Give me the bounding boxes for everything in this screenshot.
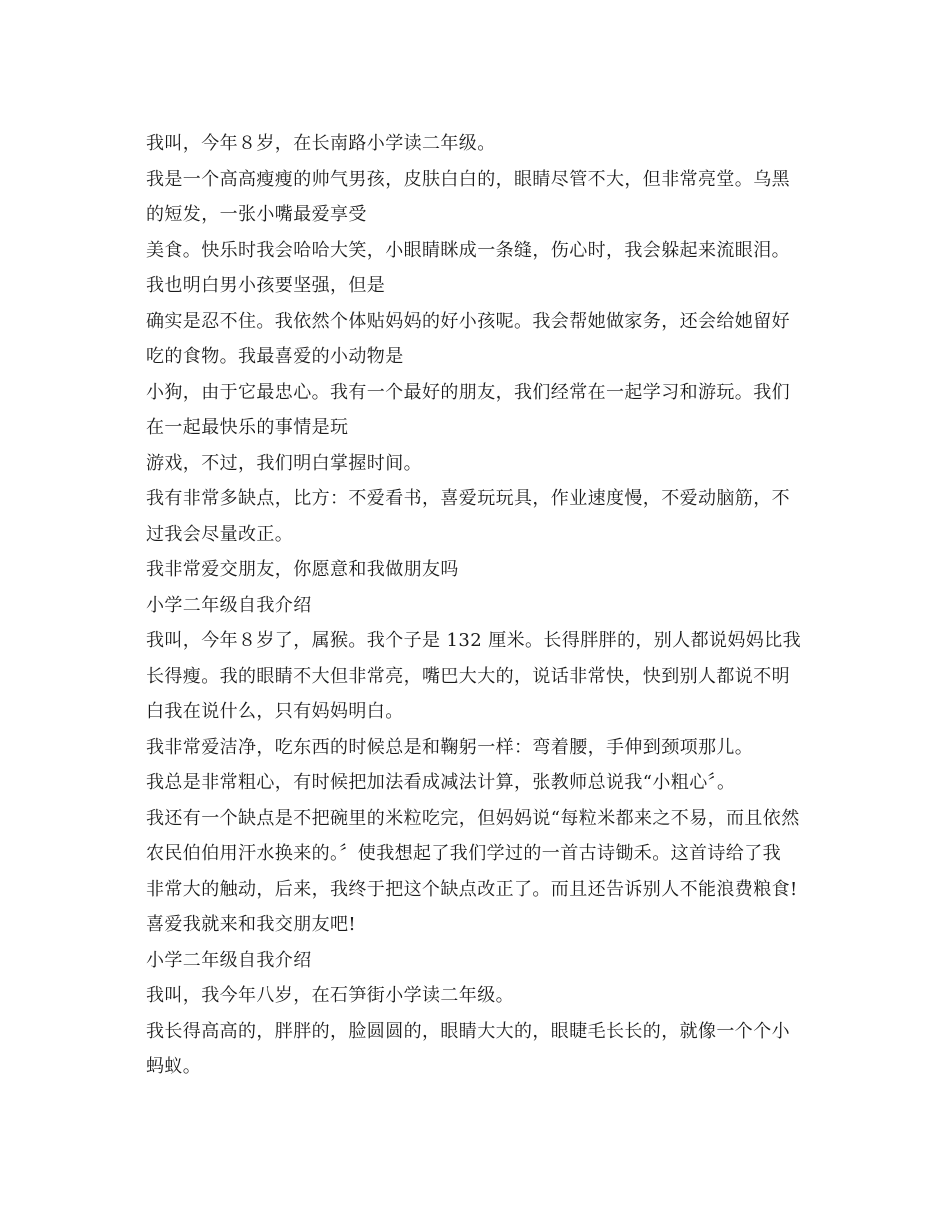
text-line: 吃的食物。我最喜爱的小动物是: [146, 346, 404, 367]
text-line: 蚂蚁。: [146, 1056, 202, 1077]
text-line: 非常大的触动，后来，我终于把这个缺点改正了。而且还告诉别人不能浪费粮食!: [146, 878, 798, 900]
text-line: 我叫，我今年八岁，在石笋街小学读二年级。: [146, 985, 514, 1006]
text-line: 我是一个高高瘦瘦的帅气男孩，皮肤白白的，眼睛尽管不大，但非常亮堂。乌黑: [146, 168, 790, 190]
text-line: 喜爱我就来和我交朋友吧!: [146, 914, 357, 935]
text-line: 过我会尽量改正。: [146, 523, 294, 545]
text-line: 白我在说什么，只有妈妈明白。: [146, 701, 404, 722]
text-line: 小狗，由于它最忠心。我有一个最好的朋友，我们经常在一起学习和游玩。我们: [146, 381, 790, 403]
text-line: 长得瘦。我的眼睛不大但非常亮，嘴巴大大的，说话非常快，快到别人都说不明: [146, 665, 790, 687]
document-body: [146, 126, 816, 1085]
section-heading: 小学二年级自我介绍: [146, 949, 312, 971]
text-line: 我也明白男小孩要坚强，但是: [146, 275, 386, 296]
text-line: 农民伯伯用汗水换来的。〞使我想起了我们学过的一首古诗锄禾。这首诗给了我: [146, 843, 781, 864]
text-line: 我有非常多缺点，比方：不爱看书，喜爱玩玩具，作业速度慢，不爱动脑筋，不: [146, 488, 790, 509]
text-line: 我还有一个缺点是不把碗里的米粒吃完，但妈妈说“每粒米都来之不易，而且依然: [146, 807, 800, 829]
text-line: 我长得高高的，胖胖的，脸圆圆的，眼睛大大的，眼睫毛长长的，就像一个个小: [146, 1020, 790, 1042]
text-line: 我叫，今年８岁了，属猴。我个子是 132 厘米。长得胖胖的，别人都说妈妈比我: [146, 630, 801, 651]
text-line: 美食。快乐时我会哈哈大笑，小眼睛眯成一条缝，伤心时，我会躲起来流眼泪。: [146, 239, 790, 261]
text-line: 的短发，一张小嘴最爱享受: [146, 204, 367, 225]
section-heading: 小学二年级自我介绍: [146, 594, 312, 616]
text-line: 我叫，今年８岁，在长南路小学读二年级。: [146, 133, 496, 154]
text-line: 我非常爱洁净，吃东西的时候总是和鞠躬一样：弯着腰，手伸到颈项那儿。: [146, 736, 754, 758]
text-line: 确实是忍不住。我依然个体贴妈妈的好小孩呢。我会帮她做家务，还会给她留好: [146, 310, 790, 332]
text-line: 在一起最快乐的事情是玩: [146, 417, 349, 438]
text-line: 游戏，不过，我们明白掌握时间。: [146, 452, 422, 474]
text-line: 我总是非常粗心，有时候把加法看成减法计算，张教师总说我“小粗心〞。: [146, 772, 736, 793]
text-line: 我非常爱交朋友，你愿意和我做朋友吗: [146, 559, 459, 580]
